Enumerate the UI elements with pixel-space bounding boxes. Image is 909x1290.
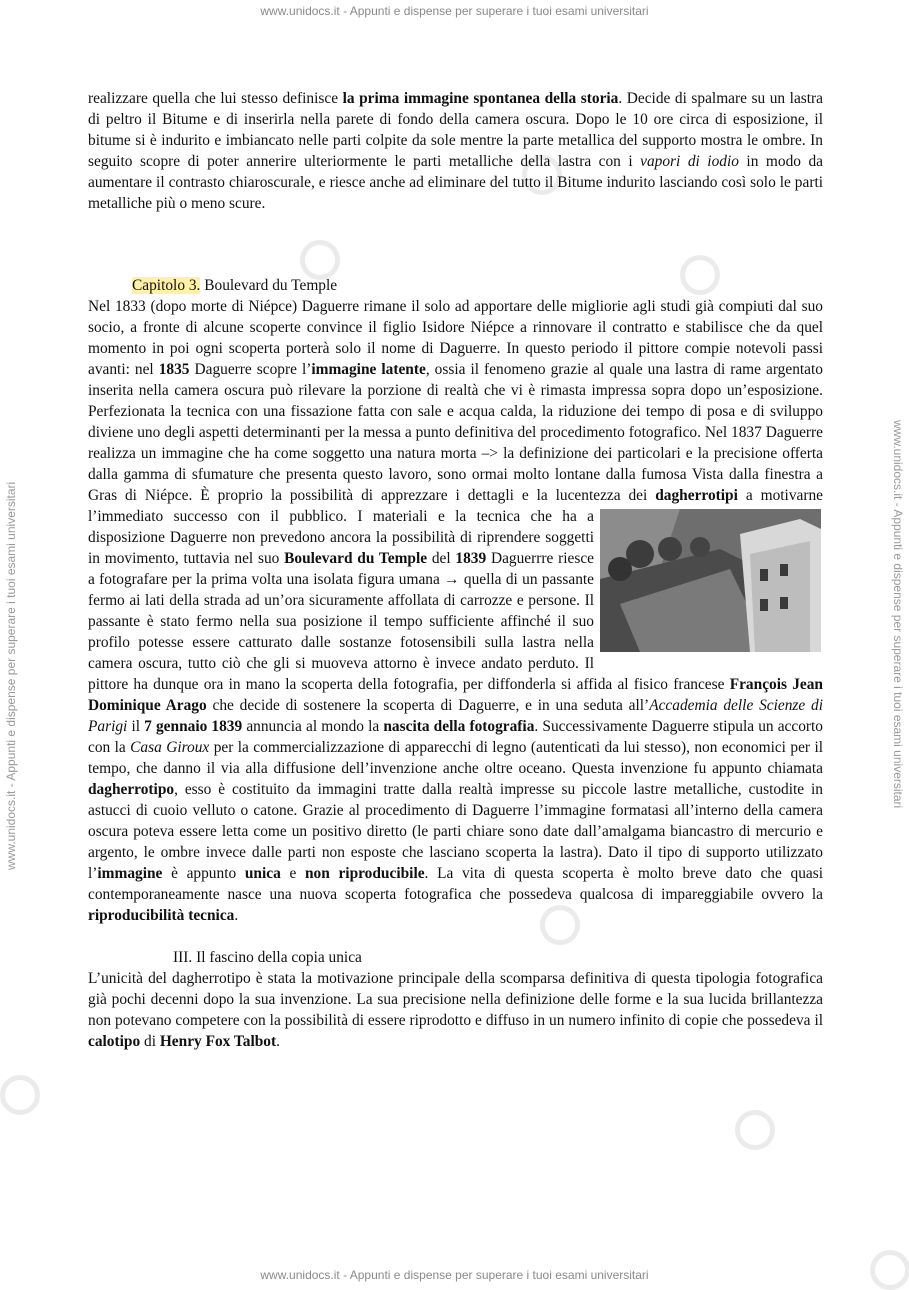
- chapter-paragraph: Nel 1833 (dopo morte di Niépce) Daguerre rimane il solo ad apportare delle migliorie agli studi già compiuti dal suo socio, a fronte di alcune scoperte convince il figlio Isidore Niépce a rinnovare il contratto e stabilisce che da quel momento in poi ogni scoperta porterà solo il nome di Daguerre. In questo periodo il pittore compie notevoli passi avanti: nel 1835 Daguerre scopre l’immagine latente, ossia il fenomeno grazie al quale una lastra di rame argentato inserita nella camera oscura può rilevare la porzione di realtà che vi è rimasta impressa sopra dopo un’esposizione. Perfezionata la tecnica con una fissazione fatta con sale e acqua calda, la riduzione dei tempo di posa e di sviluppo diviene uno degli aspetti determinanti per la messa a punto definitiva del procedimento fotografico. Nel 1837 Daguerre realizza un immagine che ha come soggetto una natura morta –> la definizione dei particolari e la precisione offerta dalla gamma di sfumature che presenta questo lavoro, sono ormai molto lontane dalla fumosa Vista dalla finestra a Gras di Niépce. È proprio la possibilità di apprezzare i dettagli e la lucentezza dei dagherrotipi a motivarne l’immediato successo con il pubblico. I materiali e la tecnica che ha a disposizione Daguerre non prevedono ancora la possibilità di riprendere soggetti in movimento, tuttavia nel suo Boulevard du Temple del 1839 Daguerrre riesce a fotografare per la prima volta una isolata figura umana → quella di un passante fermo ai lati della strada ad un’ora sicuramente affollata di carrozze e persone. Il passante è stato fermo nella sua posizione il tempo sufficiente affinché il suo profilo potesse essere catturato dalle sostanze fotosensibili sulla lastra nella camera oscura, tutto ciò che gli si muoveva attorno è invece andato perduto. Il pittore ha dunque ora in mano la scoperta della fotografia, per diffonderla si affida al fisico francese François Jean Dominique Arago che decide di sostenere la scoperta di Daguerre, e in una seduta all’Accademia delle Scienze di Parigi il 7 gennaio 1839 annuncia al mondo la nascita della fotografia. Successivamente Daguerre stipula un accorto con la Casa Giroux per la commercializzazione di apparecchi di legno (autenticati da lui stesso), non economici per il tempo, che danno il via alla diffusione dell’invenzione anche oltre oceano. Questa invenzione fu appunto chiamata dagherrotipo, esso è costituito da immagini tratte dalla realtà impresse su piccole lastre metalliche, custodite in astucci di cuoio velluto o catone. Grazie al procedimento di Daguerre l’immagine formatasi all’interno della camera oscura poteva essere letta come un positivo diretto (le parti chiare sono date dall’amalgama biancastro di mercurio e argento, le ombre invece dalle parti non esposte che lasciano scoperta la lastra). Dato il tipo di supporto utilizzato l’immagine è appunto unica e non riproducibile. La vita di questa scoperta è molto breve dato che quasi contemporaneamente nasce una nuova scoperta fotografica che possedeva qualcosa di impareggiabile ovvero la riproducibilità tecnica.: [88, 298, 823, 924]
- watermark-logo-icon: [735, 1110, 775, 1150]
- intro-paragraph: realizzare quella che lui stesso definisce la prima immagine spontanea della storia. Decide di spalmare su un lastra di peltro il Bitume e di inserirla nella parete di fondo della camera oscura. Dopo le 10 ore circa di esposizione, il bitume si è indurito e imbiancato nelle parti colpite da sole mentre la parte metallica del supporto mostra le ombre. In seguito scopre di poter annerire ulteriormente le parti metalliche della lastra con i vapori di iodio in modo da aumentare il contrasto chiaroscurale, e riesce anche ad eliminare del tutto il Bitume indurito lasciando così solo le parti metalliche più o meno scure.: [88, 90, 823, 212]
- watermark-side-right: www.unidocs.it - Appunti e dispense per superare i tuoi esami universitari: [891, 420, 905, 809]
- chapter-heading: [88, 275, 823, 296]
- watermark-footer: www.unidocs.it - Appunti e dispense per superare i tuoi esami universitari: [260, 1268, 649, 1282]
- section-heading: III. Il fascino della copia unica: [173, 949, 362, 966]
- document-body: [88, 88, 823, 1052]
- watermark-side-left: www.unidocs.it - Appunti e dispense per superare i tuoi esami universitari: [4, 481, 18, 870]
- watermark-header: www.unidocs.it - Appunti e dispense per superare i tuoi esami universitari: [260, 4, 649, 18]
- chapter-title: Boulevard du Temple: [200, 277, 338, 294]
- section-paragraph: L’unicità del dagherrotipo è stata la motivazione principale della scomparsa definitiva di questa tipologia fotografica già pochi decenni dopo la sua invenzione. La sua precisione nella definizione delle forme e la sua lucida brillantezza non potevano competere con la possibilità di essere riprodotto e diffuso in un numero infinito di copie che possedeva il calotipo di Henry Fox Talbot.: [88, 970, 823, 1050]
- watermark-logo-icon: [0, 1075, 40, 1115]
- chapter-number: Capitolo 3.: [132, 277, 201, 294]
- watermark-logo-icon: [870, 1250, 909, 1290]
- boulevard-du-temple-photo: [600, 509, 821, 652]
